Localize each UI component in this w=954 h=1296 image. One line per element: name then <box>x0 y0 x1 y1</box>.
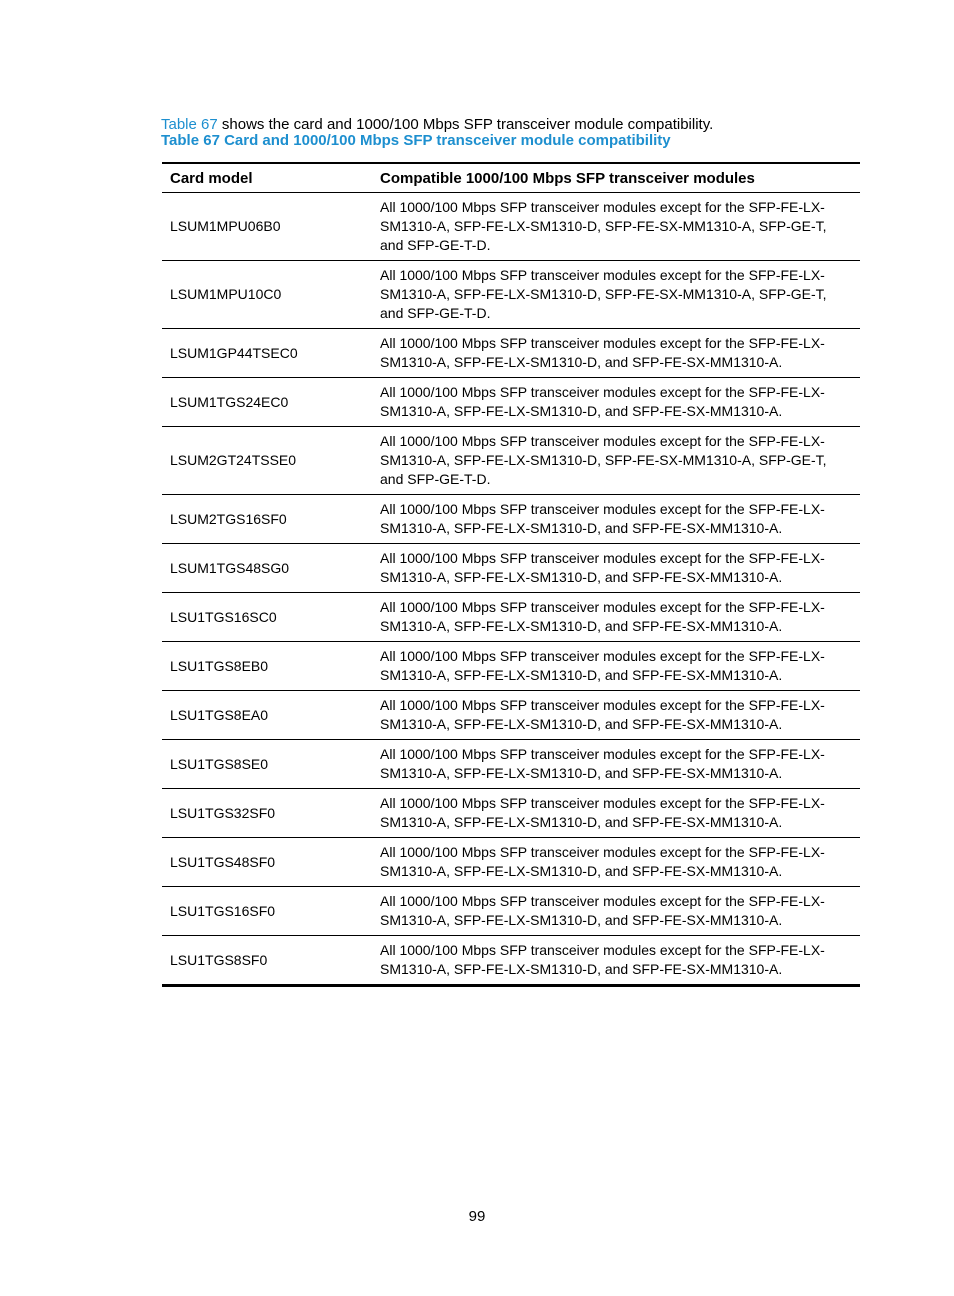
table-row <box>162 691 860 740</box>
card-model-cell: LSU1TGS8SF0 <box>162 936 372 986</box>
card-model-cell: LSU1TGS8SE0 <box>162 740 372 789</box>
table-reference-link[interactable]: Table 67 <box>161 116 218 133</box>
table-caption: Table 67 Card and 1000/100 Mbps SFP transceiver module compatibility <box>161 132 671 149</box>
table-row <box>162 495 860 544</box>
modules-cell: All 1000/100 Mbps SFP transceiver modules except for the SFP-FE-LX-SM1310-A, SFP-FE-LX-SM1310-D, and SFP-FE-SX-MM1310-A. <box>372 593 860 642</box>
modules-cell: All 1000/100 Mbps SFP transceiver modules except for the SFP-FE-LX-SM1310-A, SFP-FE-LX-SM1310-D, and SFP-FE-SX-MM1310-A. <box>372 740 860 789</box>
table-row <box>162 427 860 495</box>
modules-cell: All 1000/100 Mbps SFP transceiver modules except for the SFP-FE-LX-SM1310-A, SFP-FE-LX-SM1310-D, SFP-FE-SX-MM1310-A, SFP-GE-T, and SFP-GE-T-D. <box>372 261 860 329</box>
table-row <box>162 193 860 261</box>
table-row <box>162 789 860 838</box>
modules-cell: All 1000/100 Mbps SFP transceiver modules except for the SFP-FE-LX-SM1310-A, SFP-FE-LX-SM1310-D, and SFP-FE-SX-MM1310-A. <box>372 495 860 544</box>
card-model-cell: LSU1TGS48SF0 <box>162 838 372 887</box>
page-number: 99 <box>468 1208 486 1225</box>
modules-cell: All 1000/100 Mbps SFP transceiver modules except for the SFP-FE-LX-SM1310-A, SFP-FE-LX-SM1310-D, SFP-FE-SX-MM1310-A, SFP-GE-T, and SFP-GE-T-D. <box>372 427 860 495</box>
modules-cell: All 1000/100 Mbps SFP transceiver modules except for the SFP-FE-LX-SM1310-A, SFP-FE-LX-SM1310-D, and SFP-FE-SX-MM1310-A. <box>372 329 860 378</box>
header-compatible-modules: Compatible 1000/100 Mbps SFP transceiver modules <box>372 163 860 193</box>
table-row <box>162 329 860 378</box>
compatibility-table <box>162 162 860 987</box>
modules-cell: All 1000/100 Mbps SFP transceiver modules except for the SFP-FE-LX-SM1310-A, SFP-FE-LX-SM1310-D, SFP-FE-SX-MM1310-A, SFP-GE-T, and SFP-GE-T-D. <box>372 193 860 261</box>
modules-cell: All 1000/100 Mbps SFP transceiver modules except for the SFP-FE-LX-SM1310-A, SFP-FE-LX-SM1310-D, and SFP-FE-SX-MM1310-A. <box>372 378 860 427</box>
card-model-cell: LSUM2GT24TSSE0 <box>162 427 372 495</box>
modules-cell: All 1000/100 Mbps SFP transceiver modules except for the SFP-FE-LX-SM1310-A, SFP-FE-LX-SM1310-D, and SFP-FE-SX-MM1310-A. <box>372 887 860 936</box>
intro-text: shows the card and 1000/100 Mbps SFP transceiver module compatibility. <box>217 116 714 133</box>
card-model-cell: LSUM1TGS48SG0 <box>162 544 372 593</box>
modules-cell: All 1000/100 Mbps SFP transceiver modules except for the SFP-FE-LX-SM1310-A, SFP-FE-LX-SM1310-D, and SFP-FE-SX-MM1310-A. <box>372 642 860 691</box>
table-row <box>162 261 860 329</box>
card-model-cell: LSUM1GP44TSEC0 <box>162 329 372 378</box>
table-header-row <box>162 163 860 193</box>
card-model-cell: LSU1TGS32SF0 <box>162 789 372 838</box>
modules-cell: All 1000/100 Mbps SFP transceiver modules except for the SFP-FE-LX-SM1310-A, SFP-FE-LX-SM1310-D, and SFP-FE-SX-MM1310-A. <box>372 691 860 740</box>
card-model-cell: LSU1TGS8EB0 <box>162 642 372 691</box>
modules-cell: All 1000/100 Mbps SFP transceiver modules except for the SFP-FE-LX-SM1310-A, SFP-FE-LX-SM1310-D, and SFP-FE-SX-MM1310-A. <box>372 838 860 887</box>
card-model-cell: LSUM1MPU06B0 <box>162 193 372 261</box>
table-row <box>162 887 860 936</box>
table-row <box>162 740 860 789</box>
table-row <box>162 936 860 986</box>
table-row <box>162 378 860 427</box>
header-card-model: Card model <box>162 163 372 193</box>
table-row <box>162 544 860 593</box>
card-model-cell: LSUM1TGS24EC0 <box>162 378 372 427</box>
card-model-cell: LSUM1MPU10C0 <box>162 261 372 329</box>
table-row <box>162 838 860 887</box>
card-model-cell: LSU1TGS16SF0 <box>162 887 372 936</box>
modules-cell: All 1000/100 Mbps SFP transceiver modules except for the SFP-FE-LX-SM1310-A, SFP-FE-LX-SM1310-D, and SFP-FE-SX-MM1310-A. <box>372 544 860 593</box>
table-row <box>162 593 860 642</box>
card-model-cell: LSU1TGS16SC0 <box>162 593 372 642</box>
table-row <box>162 642 860 691</box>
modules-cell: All 1000/100 Mbps SFP transceiver modules except for the SFP-FE-LX-SM1310-A, SFP-FE-LX-SM1310-D, and SFP-FE-SX-MM1310-A. <box>372 789 860 838</box>
card-model-cell: LSU1TGS8EA0 <box>162 691 372 740</box>
card-model-cell: LSUM2TGS16SF0 <box>162 495 372 544</box>
modules-cell: All 1000/100 Mbps SFP transceiver modules except for the SFP-FE-LX-SM1310-A, SFP-FE-LX-SM1310-D, and SFP-FE-SX-MM1310-A. <box>372 936 860 986</box>
